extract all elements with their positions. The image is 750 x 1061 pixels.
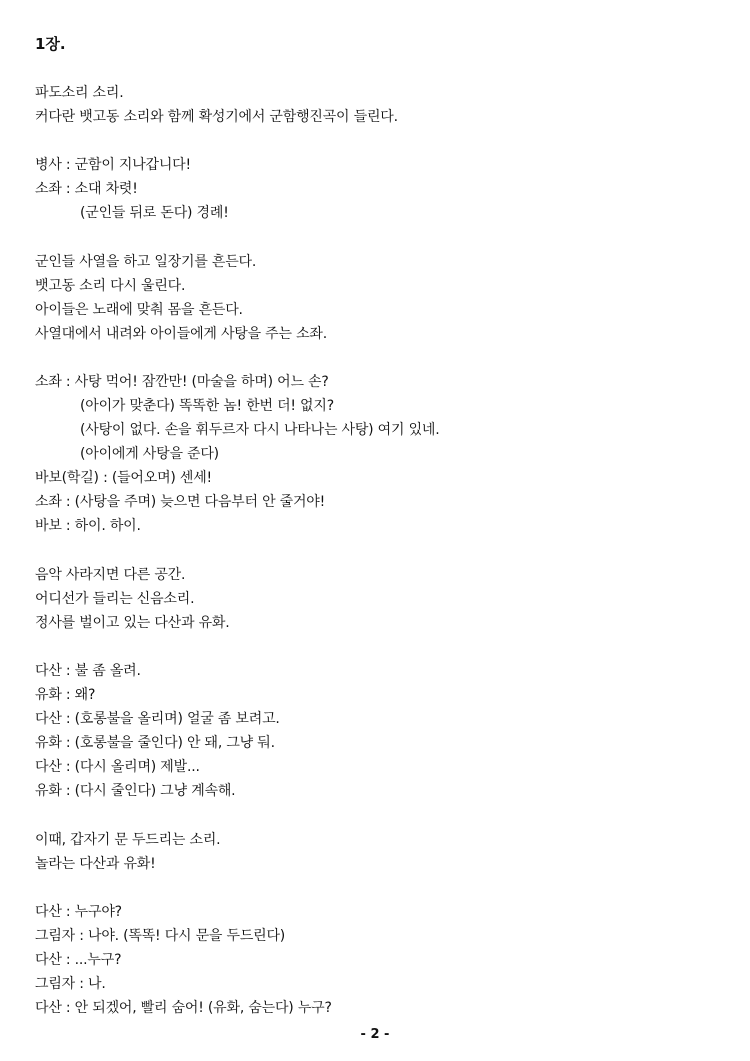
dialogue-line: 다산 : 불 좀 올려. <box>35 663 141 679</box>
dialogue-line: 병사 : 군함이 지나갑니다! <box>35 157 191 173</box>
dialogue-continuation: (아이에게 사탕을 준다) <box>80 446 219 462</box>
dialogue-line: 유화 : 왜? <box>35 687 96 703</box>
stage-direction: 군인들 사열을 하고 일장기를 흔든다. <box>35 254 257 270</box>
stage-direction: 뱃고동 소리 다시 울린다. <box>35 278 186 294</box>
dialogue-line: 소좌 : 사탕 먹어! 잠깐만! (마술을 하며) 어느 손? <box>35 374 329 390</box>
stage-direction: 사열대에서 내려와 아이들에게 사탕을 주는 소좌. <box>35 326 327 342</box>
dialogue-continuation: (사탕이 없다. 손을 휘두르자 다시 나타나는 사탕) 여기 있네. <box>80 422 440 438</box>
dialogue-line: 소좌 : 소대 차렷! <box>35 181 138 197</box>
dialogue-line: 바보(학길) : (들어오며) 센세! <box>35 470 212 486</box>
dialogue-line: 다산 : ...누구? <box>35 952 122 968</box>
stage-direction: 어디선가 들리는 신음소리. <box>35 591 195 607</box>
dialogue-line: 다산 : (다시 올리며) 제발... <box>35 759 200 775</box>
stage-direction: 커다란 뱃고동 소리와 함께 확성기에서 군함행진곡이 들린다. <box>35 109 398 125</box>
dialogue-line: 그림자 : 나야. (똑똑! 다시 문을 두드린다) <box>35 928 286 944</box>
dialogue-line: 다산 : 누구야? <box>35 904 122 920</box>
dialogue-line: 다산 : 안 되겠어, 빨리 숨어! (유화, 숨는다) 누구? <box>35 1000 332 1016</box>
stage-direction: 이때, 갑자기 문 두드리는 소리. <box>35 832 221 848</box>
stage-direction: 음악 사라지면 다른 공간. <box>35 567 186 583</box>
scene-heading: 1장. <box>35 35 66 53</box>
dialogue-line: 유화 : (다시 줄인다) 그냥 계속해. <box>35 783 236 799</box>
stage-direction: 파도소리 소리. <box>35 85 124 101</box>
dialogue-line: 바보 : 하이. 하이. <box>35 518 141 534</box>
page-number: - 2 - <box>360 1027 390 1042</box>
dialogue-continuation: (군인들 뒤로 돈다) 경례! <box>80 205 229 221</box>
stage-direction: 정사를 벌이고 있는 다산과 유화. <box>35 615 230 631</box>
dialogue-line: 소좌 : (사탕을 주며) 늦으면 다음부터 안 줄거야! <box>35 494 326 510</box>
dialogue-continuation: (아이가 맞춘다) 똑똑한 놈! 한번 더! 없지? <box>80 398 334 414</box>
dialogue-line: 유화 : (호롱불을 줄인다) 안 돼, 그냥 둬. <box>35 735 275 751</box>
dialogue-line: 다산 : (호롱불을 올리며) 얼굴 좀 보려고. <box>35 711 280 727</box>
dialogue-line: 그림자 : 나. <box>35 976 106 992</box>
stage-direction: 놀라는 다산과 유화! <box>35 856 156 872</box>
stage-direction: 아이들은 노래에 맞춰 몸을 흔든다. <box>35 302 243 318</box>
